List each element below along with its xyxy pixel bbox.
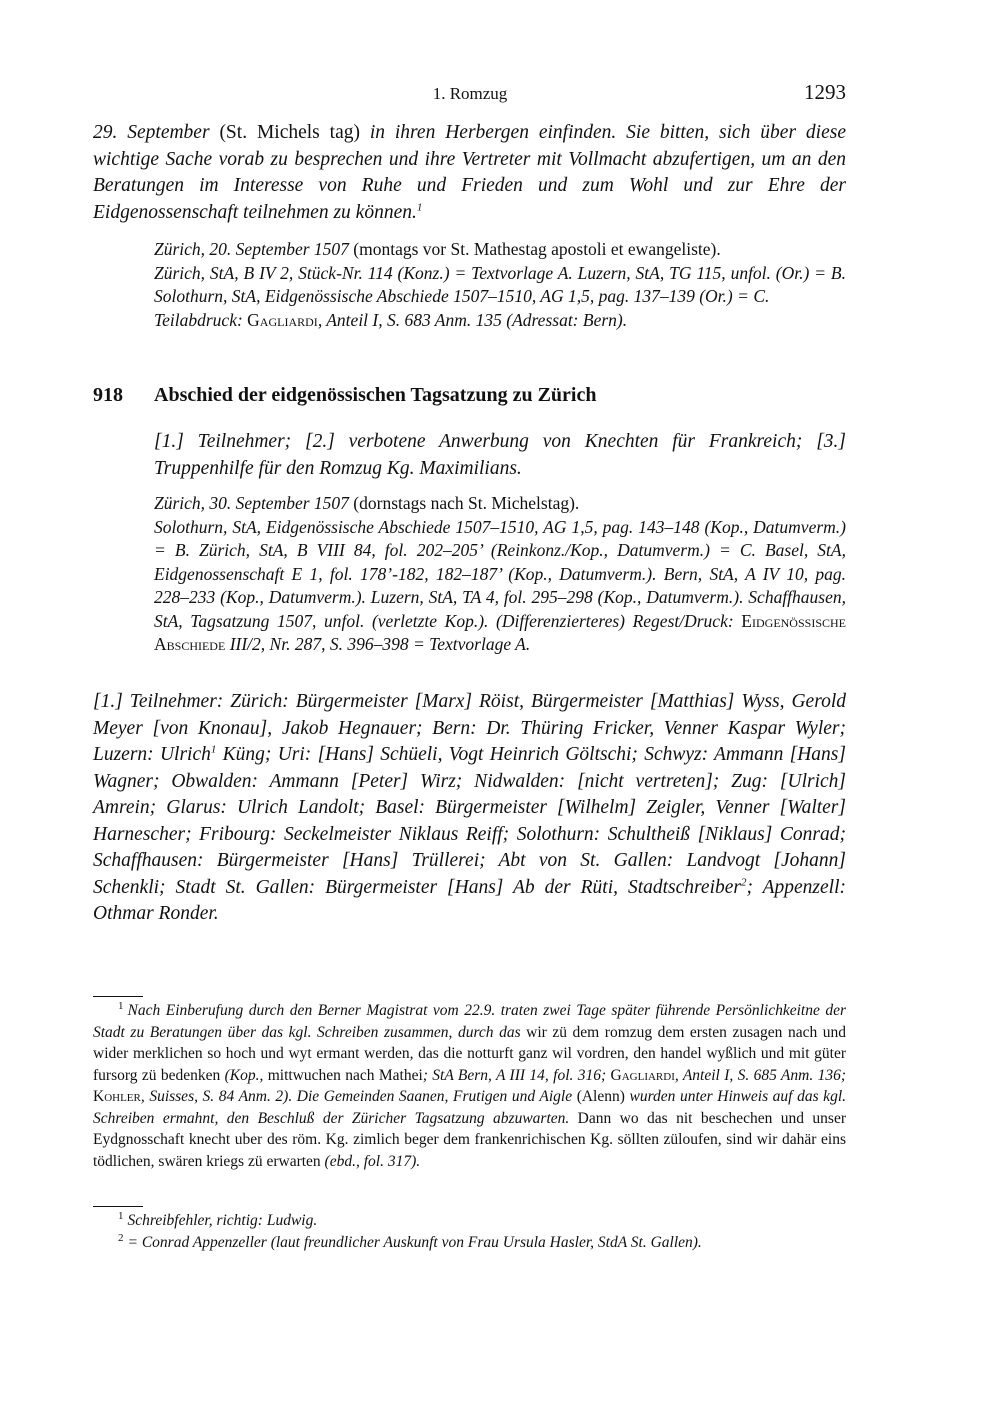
- source-date: Zürich, 20. September 1507: [154, 239, 349, 259]
- print-title: Eidgenössische Abschiede: [154, 610, 846, 654]
- text-segment: in ihren Herbergen einfinden. Sie bitten, sich über diese wichtige Sache vorab zu besprechen und ihre Vertreter mit Vollmacht abzufertigen, um an den Beratungen im Interesse von Ruhe und Frieden und zum Wohl und zur Ehre der Eidgenossenschaft teilnehmen zu können.: [93, 122, 846, 223]
- source-print: [154, 309, 846, 333]
- text-segment: wir zü dem romzug dem ersten zusagen nach und wider merklichen so hoch und wyt ermant werden, das die notturft ganz wil vordren, den handel wyßlich und mit güter fursorg zü bedenken: [93, 1023, 846, 1084]
- text-segment: ; Appenzell: Othmar Ronder.: [93, 876, 847, 924]
- footnote-1: [93, 1000, 846, 1172]
- entry-title: Abschied der eidgenössischen Tagsatzung zu Zürich: [154, 384, 597, 406]
- text-segment: Nach Einberufung durch den Berner Magistrat vom 22.9. traten zwei Tage später führende Persönlichkeitne der Stadt zu Beratungen über das kgl. Schreiben zusammen, durch das: [93, 1002, 846, 1041]
- participants-paragraph: [93, 689, 846, 928]
- text-segment: wurden unter Hinweis auf das kgl. Schreiben ermahnt, den Beschluß der Züricher Tagsatzung abzuwarten.: [93, 1088, 846, 1127]
- source-date-line: [154, 492, 846, 516]
- text-segment: (St. Michels tag): [209, 122, 370, 143]
- source-date: Zürich, 30. September 1507: [154, 493, 349, 513]
- paragraph-continuation: [93, 120, 846, 226]
- running-head-title: 1. Romzug: [432, 84, 508, 103]
- footnote-divider: [93, 1206, 143, 1207]
- source-block-2: [154, 492, 846, 657]
- source-date-note: (montags vor St. Mathestag apostoli et ewangeliste).: [348, 239, 721, 259]
- footnote-number: 1: [118, 999, 124, 1012]
- print-rest: , Anteil I, S. 683 Anm. 135 (Adressat: Bern).: [317, 309, 628, 330]
- text-segment: (Kop.,: [224, 1066, 264, 1084]
- footnote-text: = Conrad Appenzeller (laut freundlicher Auskunft von Frau Ursula Hasler, StdA St. Gallen).: [127, 1234, 702, 1251]
- archives-text: Solothurn, StA, Eidgenössische Abschiede 1507–1510, AG 1,5, pag. 143–148 (Kop., Datumverm.) = B. Zürich, StA, B VIII 84, fol. 202–205’ (Reinkonz./Kop., Datumverm.) = C. Basel, StA, Eidgenossenschaft E 1, fol. 178’-182, 182–187’ (Kop., Datumverm.). Bern, StA, A IV 10, pag. 228–233 (Kop., Datumverm.). Luzern, StA, TA 4, fol. 295–298 (Kop., Datumverm.). Schaffhausen, StA, Tagsatzung 1507, unfol. (verletzte Kop.). (Differenzierteres) Regest/Druck:: [154, 516, 846, 631]
- text-segment: (ebd., fol. 317).: [324, 1152, 421, 1170]
- entry-number: 918: [93, 384, 123, 406]
- text-segment: mittwuchen nach Mathei: [263, 1066, 423, 1084]
- footnote-b: [118, 1232, 846, 1254]
- print-author: Gagliardi: [247, 309, 318, 330]
- print-rest: III/2, Nr. 287, S. 396–398 = Textvorlage A.: [225, 634, 531, 654]
- text-segment: ; StA Bern, A III 14, fol. 316;: [422, 1066, 611, 1084]
- footnote-number: 1: [118, 1209, 124, 1222]
- footnote-divider: [93, 996, 143, 997]
- text-segment: Dann wo das nit beschechen und unser Eydgnosschaft knecht uber des röm. Kg. zimlich beger dem frankenrichischen Kg. söllten züloufen, sind wir dahär eins tödlichen, swären kriegs zü erwarten: [93, 1109, 846, 1170]
- text-segment: (Alenn): [572, 1088, 630, 1105]
- page-number: 1293: [804, 80, 846, 104]
- source-date-line: [154, 238, 846, 262]
- text-segment: Küng; Uri: [Hans] Schüeli, Vogt Heinrich Göltschi; Schwyz: Ammann [Hans] Wagner; Obwalden: Ammann [Peter] Wirz; Nidwalden: [nicht vertreten]; Zug: [Ulrich] Amrein; Glarus: Ulrich Landolt; Basel: Bürgermeister [Wilhelm] Zeigler, Venner [Walter] Harnescher; Fribourg: Seckelmeister Niklaus Reiff; Solothurn: Schultheiß [Niklaus] Conrad; Schaffhausen: Bürgermeister [Hans] Trüllerei; Abt von St. Gallen: Landvogt [Johann] Schenkli; Stadt St. Gallen: Bürgermeister [Hans] Ab der Rüti, Stadtschreiber: [93, 744, 846, 898]
- footnote-a: [118, 1210, 846, 1232]
- source-archives: [154, 516, 846, 657]
- footnote-number: 2: [118, 1231, 124, 1244]
- footnote-ref: 2: [741, 876, 747, 888]
- text-segment: [1.] Teilnehmer: Zürich: Bürgermeister [Marx] Röist, Bürgermeister [Matthias] Wyss, Gerold Meyer [von Knonau], Jakob Hegnauer; Bern: Dr. Thüring Fricker, Venner Kaspar Wyler; Luzern: Ulrich: [93, 691, 846, 765]
- text-segment: Gagliardi: [610, 1066, 675, 1084]
- text-segment: , Suisses, S. 84 Anm. 2). Die Gemeinden Saanen, Frutigen und Aigle: [140, 1088, 573, 1105]
- text-segment: , Anteil I, S. 685 Anm. 136;: [674, 1066, 846, 1084]
- source-block-1: [154, 238, 846, 332]
- print-label: Teilabdruck:: [154, 309, 248, 330]
- source-date-note: (dornstags nach St. Michelstag).: [348, 493, 580, 513]
- footnote-ref: 1: [210, 743, 217, 756]
- entry-summary: [1.] Teilnehmer; [2.] verbotene Anwerbung von Knechten für Frankreich; [3.] Truppenhilfe für den Romzug Kg. Maximilians.: [154, 431, 846, 479]
- entry-heading: [93, 384, 853, 407]
- footnote-text: Schreibfehler, richtig: Ludwig.: [127, 1212, 318, 1229]
- text-segment: Kohler: [93, 1088, 141, 1105]
- source-archives: Zürich, StA, B IV 2, Stück-Nr. 114 (Konz.) = Textvorlage A. Luzern, StA, TG 115, unfol. (Or.) = B. Solothurn, StA, Eidgenössische Abschiede 1507–1510, AG 1,5, pag. 137–139 (Or.) = C.: [154, 262, 846, 306]
- text-segment: 29. September: [93, 122, 210, 143]
- footnote-ref: 1: [416, 201, 423, 213]
